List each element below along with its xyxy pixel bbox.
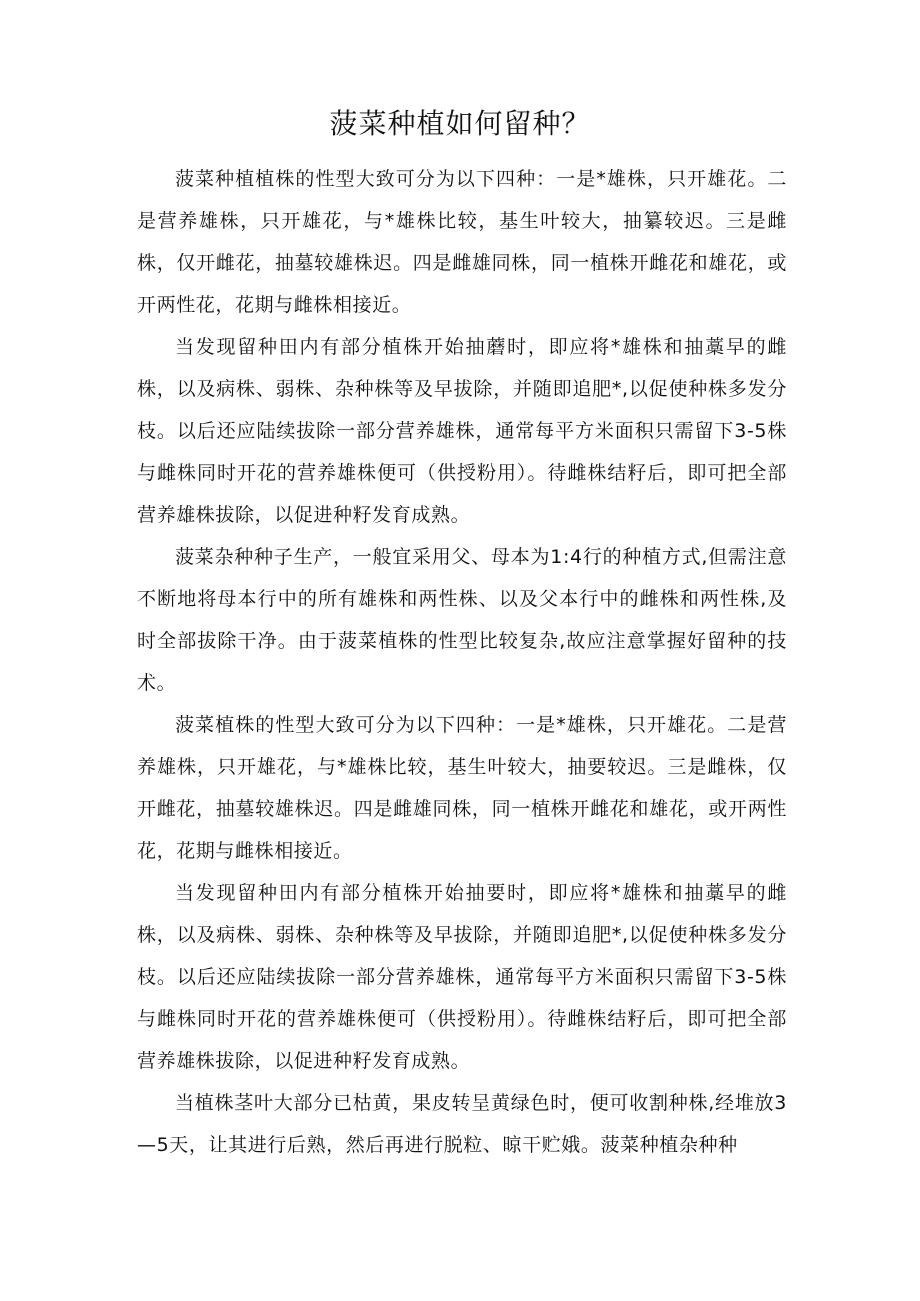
paragraph-4: 菠菜植株的性型大致可分为以下四种：一是*雄株，只开雄花。二是营养雄株，只开雄花，与*雄株比较，基生叶较大，抽要较迟。三是雌株，仅开雌花，抽墓较雄株迟。四是雌雄同株，同一植株开雌花和雄花，或开两性花，花期与雌株相接近。 <box>137 714 787 862</box>
paragraph-1: 菠菜种植植株的性型大致可分为以下四种：一是*雄株，只开雄花。二是营养雄株，只开雄花，与*雄株比较，基生叶较大，抽纂较迟。三是雌株，仅开雌花，抽墓较雄株迟。四是雌雄同株，同一植株开雌花和雄花，或开两性花，花期与雌株相接近。 <box>137 168 787 316</box>
document-body <box>137 158 787 1166</box>
paragraph-5: 当发现留种田内有部分植株开始抽要时，即应将*雄株和抽藁早的雌株，以及病株、弱株、杂种株等及早拔除，并随即追肥*,以促使种株多发分枝。以后还应陆续拔除一部分营养雄株，通常每平方米面积只需留下3-5株与雌株同时开花的营养雄株便可（供授粉用）。待雌株结籽后，即可把全部营养雄株拔除，以促进种籽发育成熟。 <box>137 882 787 1072</box>
page-title: 菠菜种植如何留种？ <box>329 107 591 140</box>
paragraph-6: 当植株茎叶大部分已枯黄，果皮转呈黄绿色时，便可收割种株,经堆放3—5天，让其进行后熟，然后再进行脱粒、晾干贮娥。菠菜种植杂种种 <box>137 1092 787 1156</box>
paragraph-2: 当发现留种田内有部分植株开始抽蘑时，即应将*雄株和抽藁早的雌株，以及病株、弱株、杂种株等及早拔除，并随即追肥*,以促使种株多发分枝。以后还应陆续拔除一部分营养雄株，通常每平方米面积只需留下3-5株与雌株同时开花的营养雄株便可（供授粉用）。待雌株结籽后，即可把全部营养雄株拔除，以促进种籽发育成熟。 <box>137 336 787 526</box>
paragraph-3: 菠菜杂种种子生产，一般宜采用父、母本为1:4行的种植方式,但需注意不断地将母本行中的所有雄株和两性株、以及父本行中的雌株和两性株,及时全部拔除干净。由于菠菜植株的性型比较复杂,故应注意掌握好留种的技术。 <box>137 546 787 694</box>
